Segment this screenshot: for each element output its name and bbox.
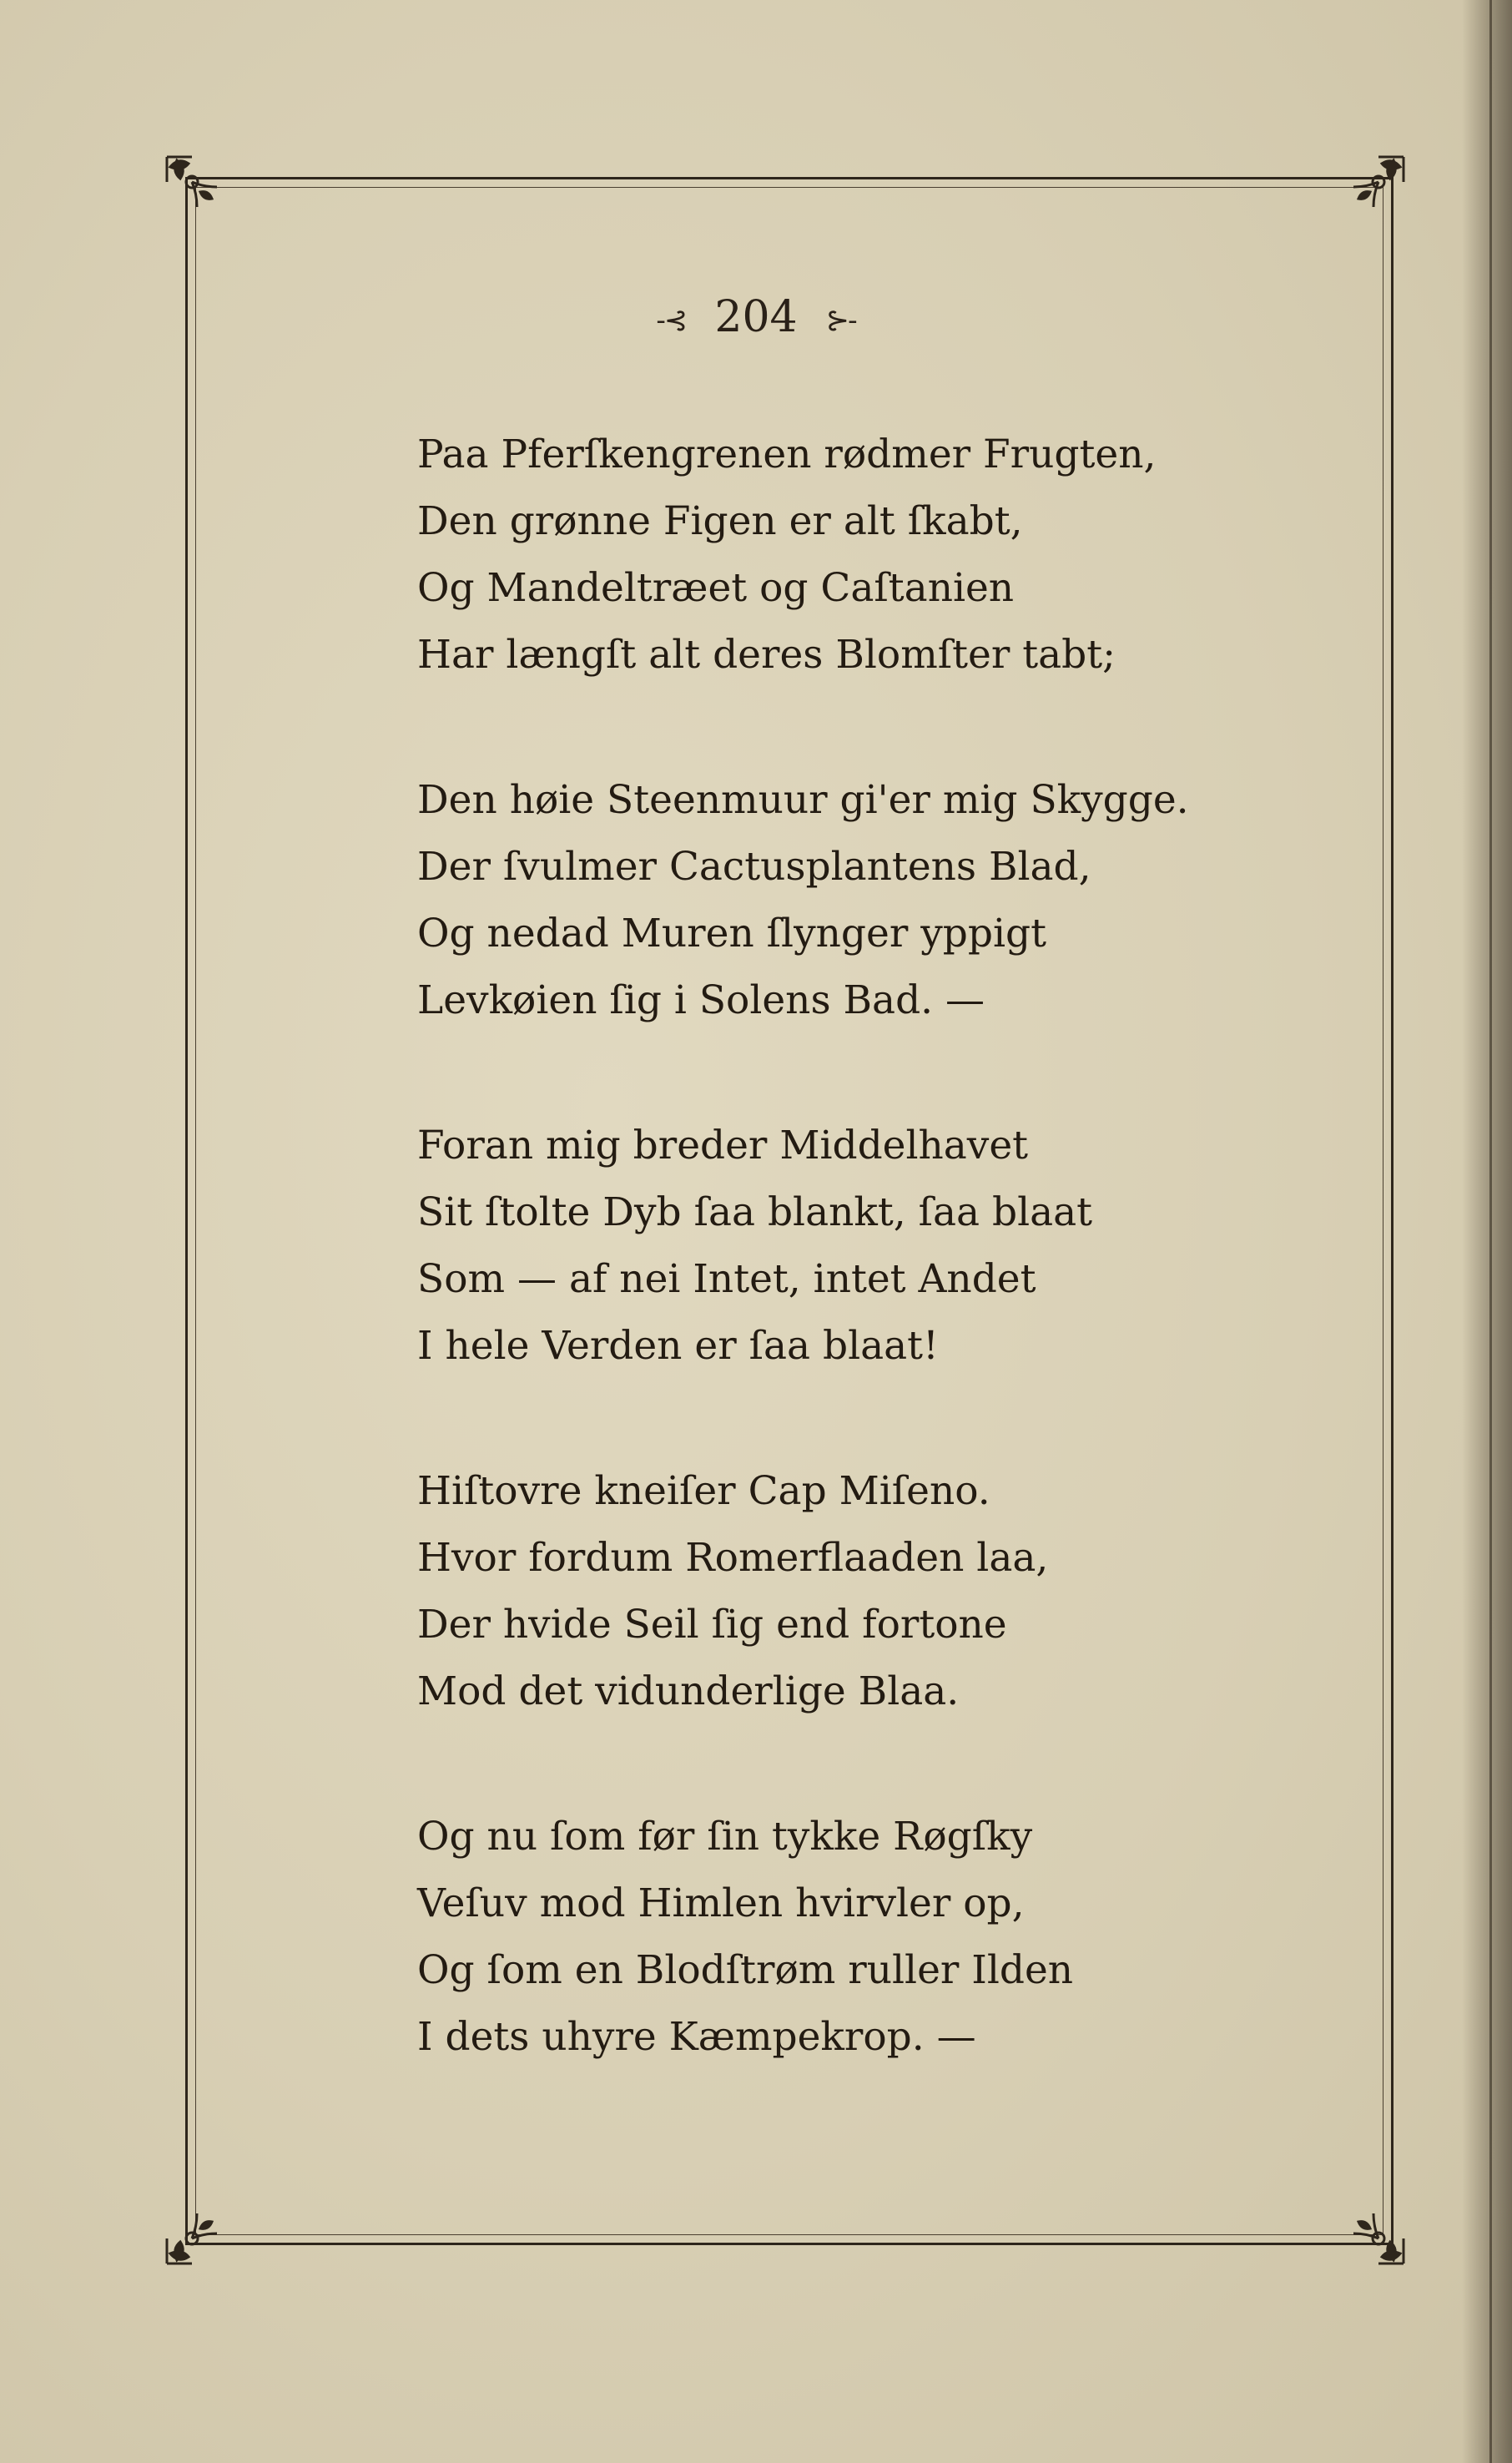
poem-stanza: [417, 1113, 1360, 1380]
poem-line: Og nu ſom før ſin tykke Røgſky: [417, 1814, 1033, 1860]
poem-line: Der ſvulmer Cactusplantens Blad,: [417, 844, 1091, 890]
page-header: [0, 288, 1512, 350]
poem-body: [417, 421, 1360, 2071]
poem-line: I hele Verden er ſaa blaat!: [417, 1323, 939, 1369]
poem-line: Veſuv mod Himlen hvirvler op,: [417, 1880, 1025, 1926]
page-edge-line: [1489, 0, 1492, 2463]
poem-stanza: [417, 767, 1360, 1034]
page-edge-shadow: [1462, 0, 1512, 2463]
page-number-ornament-right-icon: ⊱-: [825, 303, 856, 337]
poem-line: Foran mig breder Middelhavet: [417, 1123, 1029, 1168]
poem-line: Sit ſtolte Dyb ſaa blankt, ſaa blaat: [417, 1189, 1093, 1235]
poem-stanza: [417, 1804, 1360, 2071]
poem-line: Hiſtovre kneiſer Cap Miſeno.: [417, 1468, 990, 1514]
poem-line: Og nedad Muren ſlynger yppigt: [417, 911, 1046, 956]
poem-line: Som — af nei Intet, intet Andet: [417, 1256, 1036, 1302]
poem-line: Hvor fordum Romerflaaden laa,: [417, 1535, 1049, 1581]
corner-ornament-icon: [159, 149, 234, 224]
poem-line: I dets uhyre Kæmpekrop. —: [417, 2014, 976, 2060]
poem-stanza: [417, 421, 1360, 689]
poem-line: Den høie Steenmuur gi'er mig Skygge.: [417, 777, 1189, 823]
poem-line: Har længſt alt deres Blomſter tabt;: [417, 632, 1116, 678]
page-number-ornament-left-icon: -⊰: [656, 303, 687, 337]
poem-line: Paa Pferſkengrenen rødmer Frugten,: [417, 432, 1157, 477]
poem-line: Levkøien ſig i Solens Bad. —: [417, 977, 985, 1023]
corner-ornament-icon: [1337, 149, 1412, 224]
poem-line: Der hvide Seil ſig end fortone: [417, 1602, 1007, 1648]
corner-ornament-icon: [159, 2197, 234, 2272]
poem-line: Den grønne Figen er alt ſkabt,: [417, 498, 1023, 544]
corner-ornament-icon: [1337, 2197, 1412, 2272]
poem-line: Mod det vidunderlige Blaa.: [417, 1668, 960, 1714]
poem-line: Og ſom en Blodſtrøm ruller Ilden: [417, 1947, 1074, 1993]
poem-line: Og Mandeltræet og Caſtanien: [417, 565, 1015, 611]
page-number: 204: [714, 292, 798, 342]
poem-stanza: [417, 1458, 1360, 1725]
